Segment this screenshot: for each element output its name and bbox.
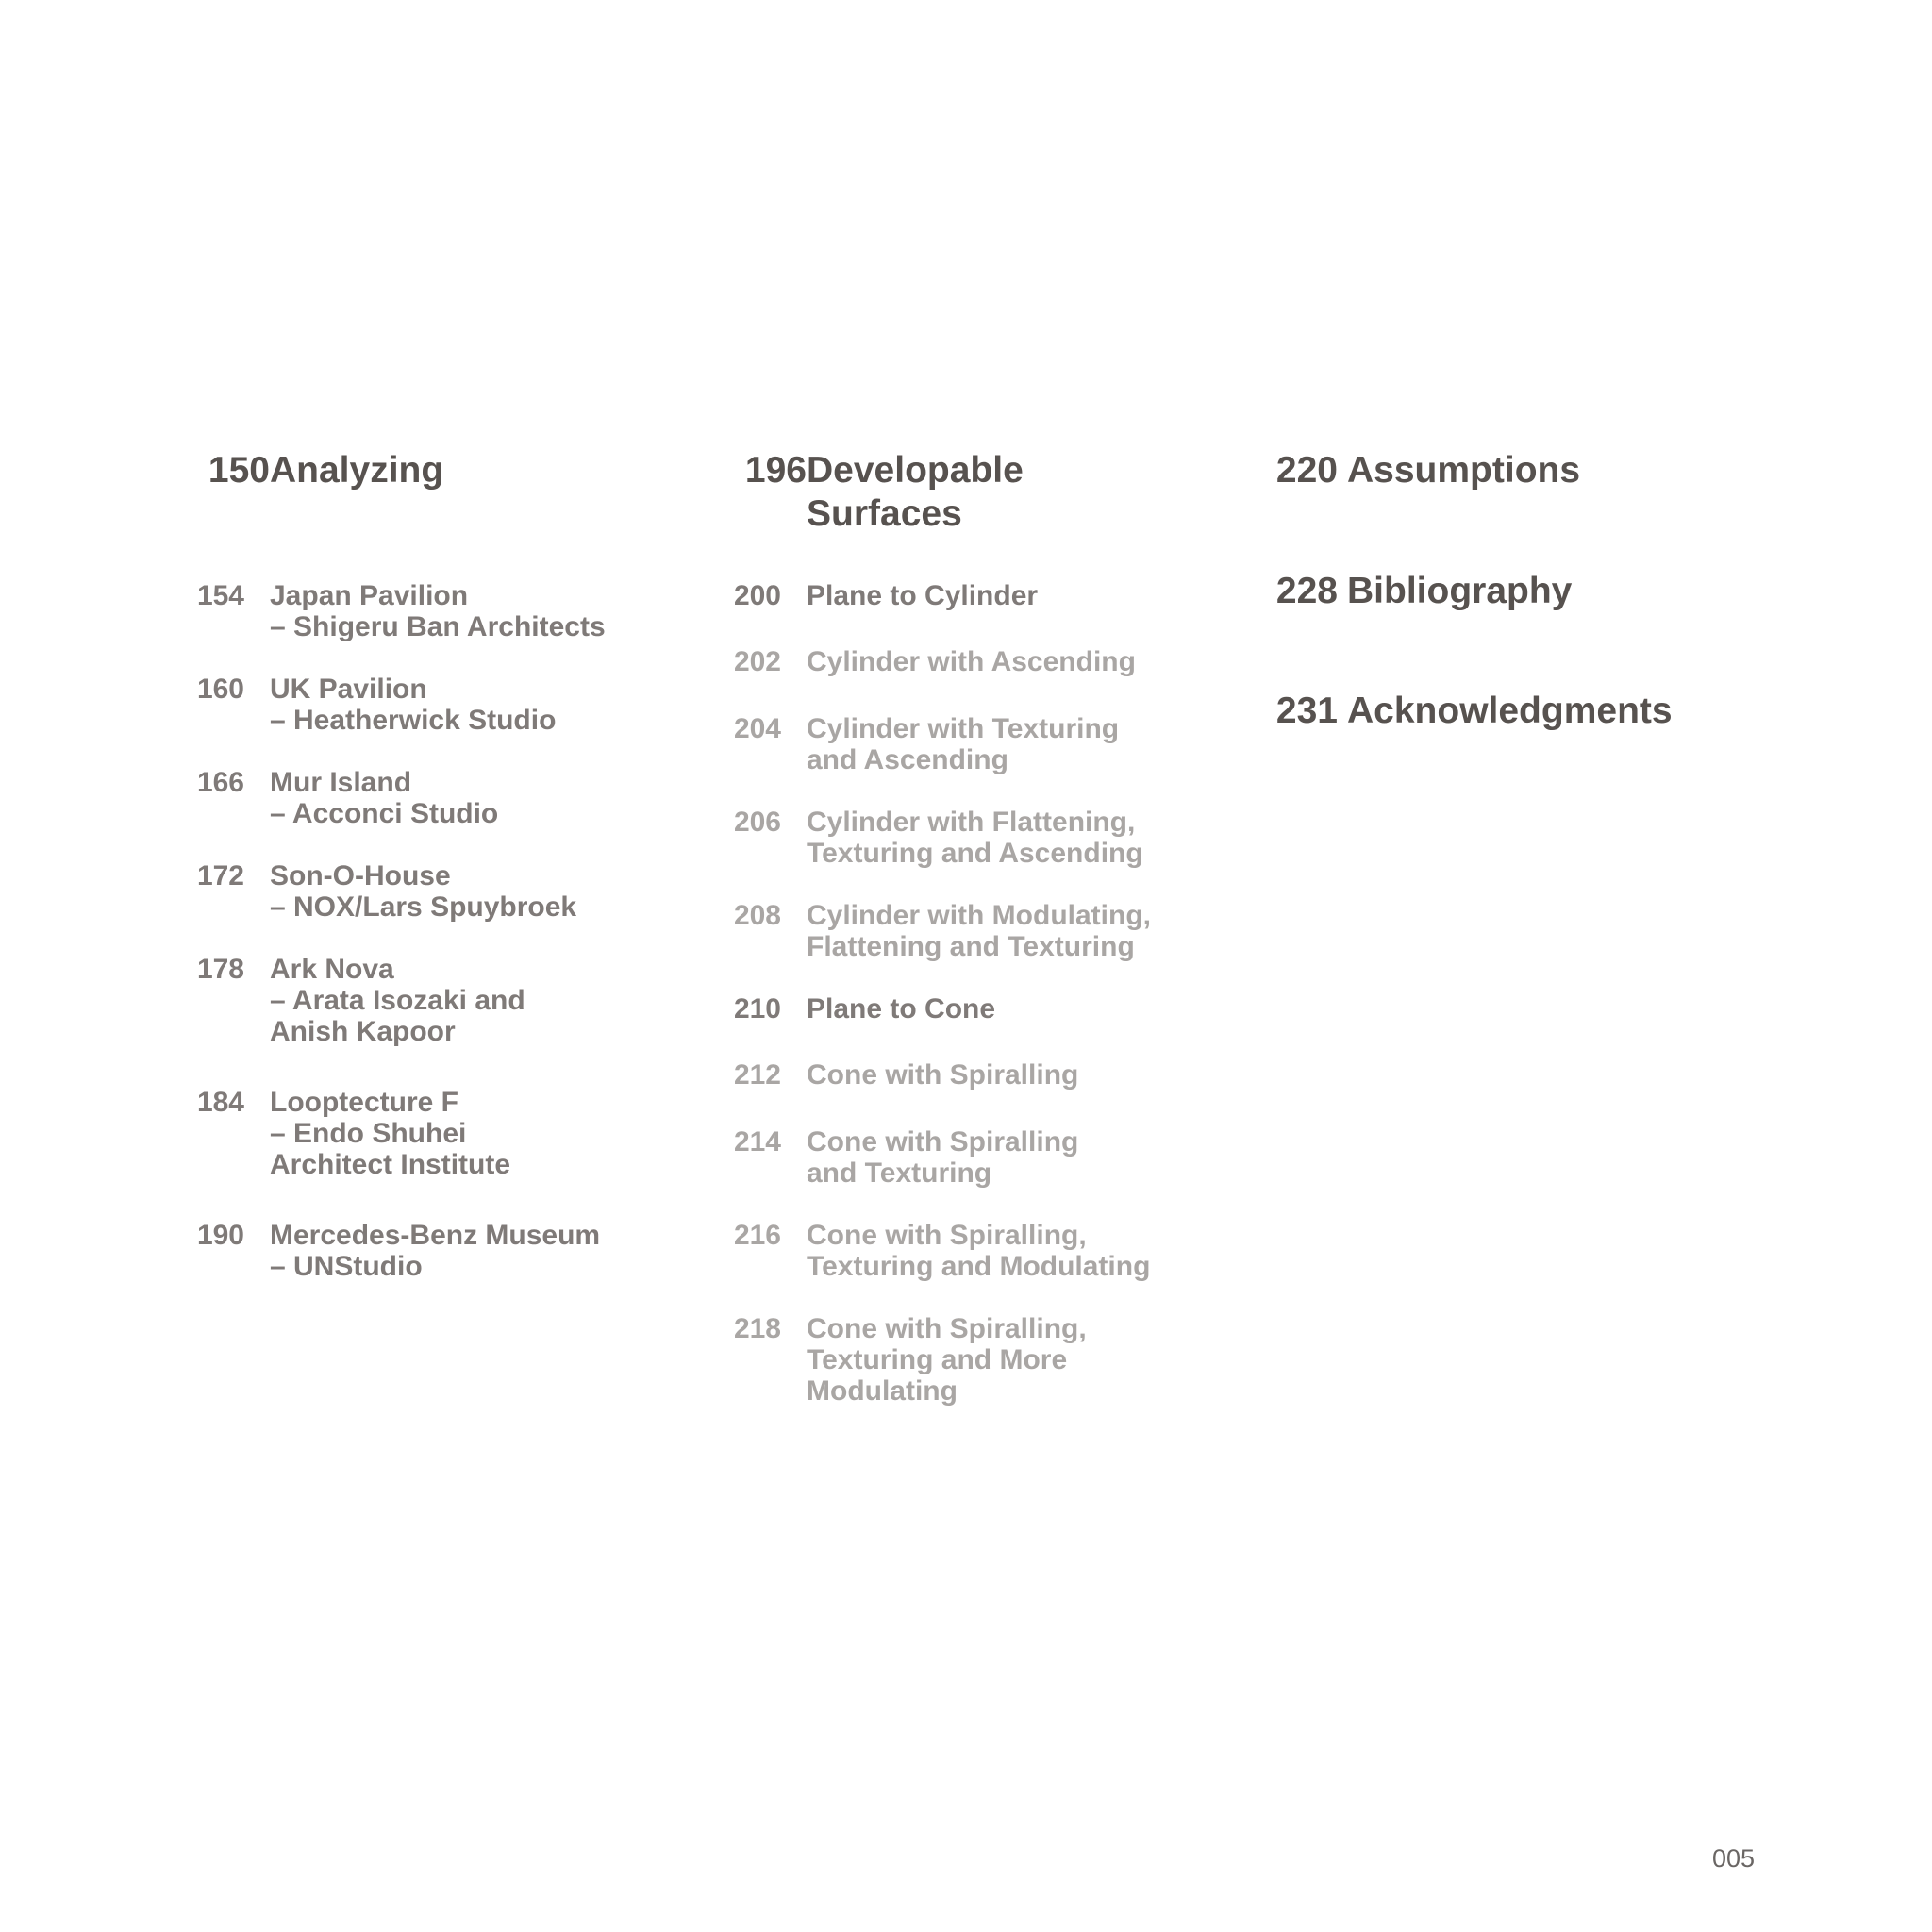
entry-title: Mur Island – Acconci Studio bbox=[270, 767, 499, 829]
entry-title: Cone with Spiralling and Texturing bbox=[807, 1126, 1079, 1189]
chapter-page-number: 231 bbox=[1275, 691, 1338, 731]
entry-page-number: 160 bbox=[196, 674, 244, 705]
entry-title: Plane to Cone bbox=[807, 993, 996, 1024]
chapter-title: Analyzing bbox=[270, 450, 444, 491]
chapter-title: Developable Surfaces bbox=[807, 450, 1024, 534]
entry-title: Cylinder with Texturing and Ascending bbox=[807, 713, 1120, 775]
entry-page-number: 208 bbox=[733, 900, 781, 931]
entry-page-number: 178 bbox=[196, 954, 244, 985]
entry-page-number: 172 bbox=[196, 860, 244, 891]
entry-title: Ark Nova – Arata Isozaki and Anish Kapoor bbox=[270, 954, 525, 1047]
chapter-page-number: 196 bbox=[744, 450, 807, 491]
chapter-title: Assumptions bbox=[1347, 450, 1581, 491]
chapter-title: Bibliography bbox=[1347, 571, 1573, 611]
entry-title: Cylinder with Modulating, Flattening and Texturing bbox=[807, 900, 1151, 962]
entry-title: Mercedes-Benz Museum – UNStudio bbox=[270, 1220, 601, 1282]
entry-page-number: 216 bbox=[733, 1220, 781, 1251]
entry-title: Cone with Spiralling bbox=[807, 1059, 1079, 1091]
entry-page-number: 204 bbox=[733, 713, 781, 744]
entry-page-number: 200 bbox=[733, 580, 781, 611]
entry-page-number: 184 bbox=[196, 1087, 244, 1118]
chapter-title: Acknowledgments bbox=[1347, 691, 1673, 731]
entry-page-number: 206 bbox=[733, 807, 781, 838]
entry-title: Cylinder with Flattening, Texturing and Ascending bbox=[807, 807, 1143, 869]
entry-title: Son-O-House – NOX/Lars Spuybroek bbox=[270, 860, 577, 923]
page-number: 005 bbox=[1711, 1844, 1755, 1873]
entry-title: Japan Pavilion – Shigeru Ban Architects bbox=[270, 580, 606, 642]
entry-page-number: 154 bbox=[196, 580, 244, 611]
entry-page-number: 214 bbox=[733, 1126, 781, 1158]
entry-title: Looptecture F – Endo Shuhei Architect Institute bbox=[270, 1087, 511, 1180]
entry-page-number: 218 bbox=[733, 1313, 781, 1344]
entry-title: Cone with Spiralling, Texturing and More Modulating bbox=[807, 1313, 1087, 1407]
chapter-page-number: 150 bbox=[208, 450, 270, 491]
entry-page-number: 212 bbox=[733, 1059, 781, 1091]
chapter-page-number: 228 bbox=[1275, 571, 1338, 611]
entry-title: Cylinder with Ascending bbox=[807, 646, 1136, 677]
entry-page-number: 210 bbox=[733, 993, 781, 1024]
entry-page-number: 190 bbox=[196, 1220, 244, 1251]
entry-title: Plane to Cylinder bbox=[807, 580, 1039, 611]
chapter-page-number: 220 bbox=[1275, 450, 1338, 491]
entry-page-number: 166 bbox=[196, 767, 244, 798]
entry-title: Cone with Spiralling, Texturing and Modulating bbox=[807, 1220, 1151, 1282]
entry-page-number: 202 bbox=[733, 646, 781, 677]
entry-title: UK Pavilion – Heatherwick Studio bbox=[270, 674, 557, 736]
